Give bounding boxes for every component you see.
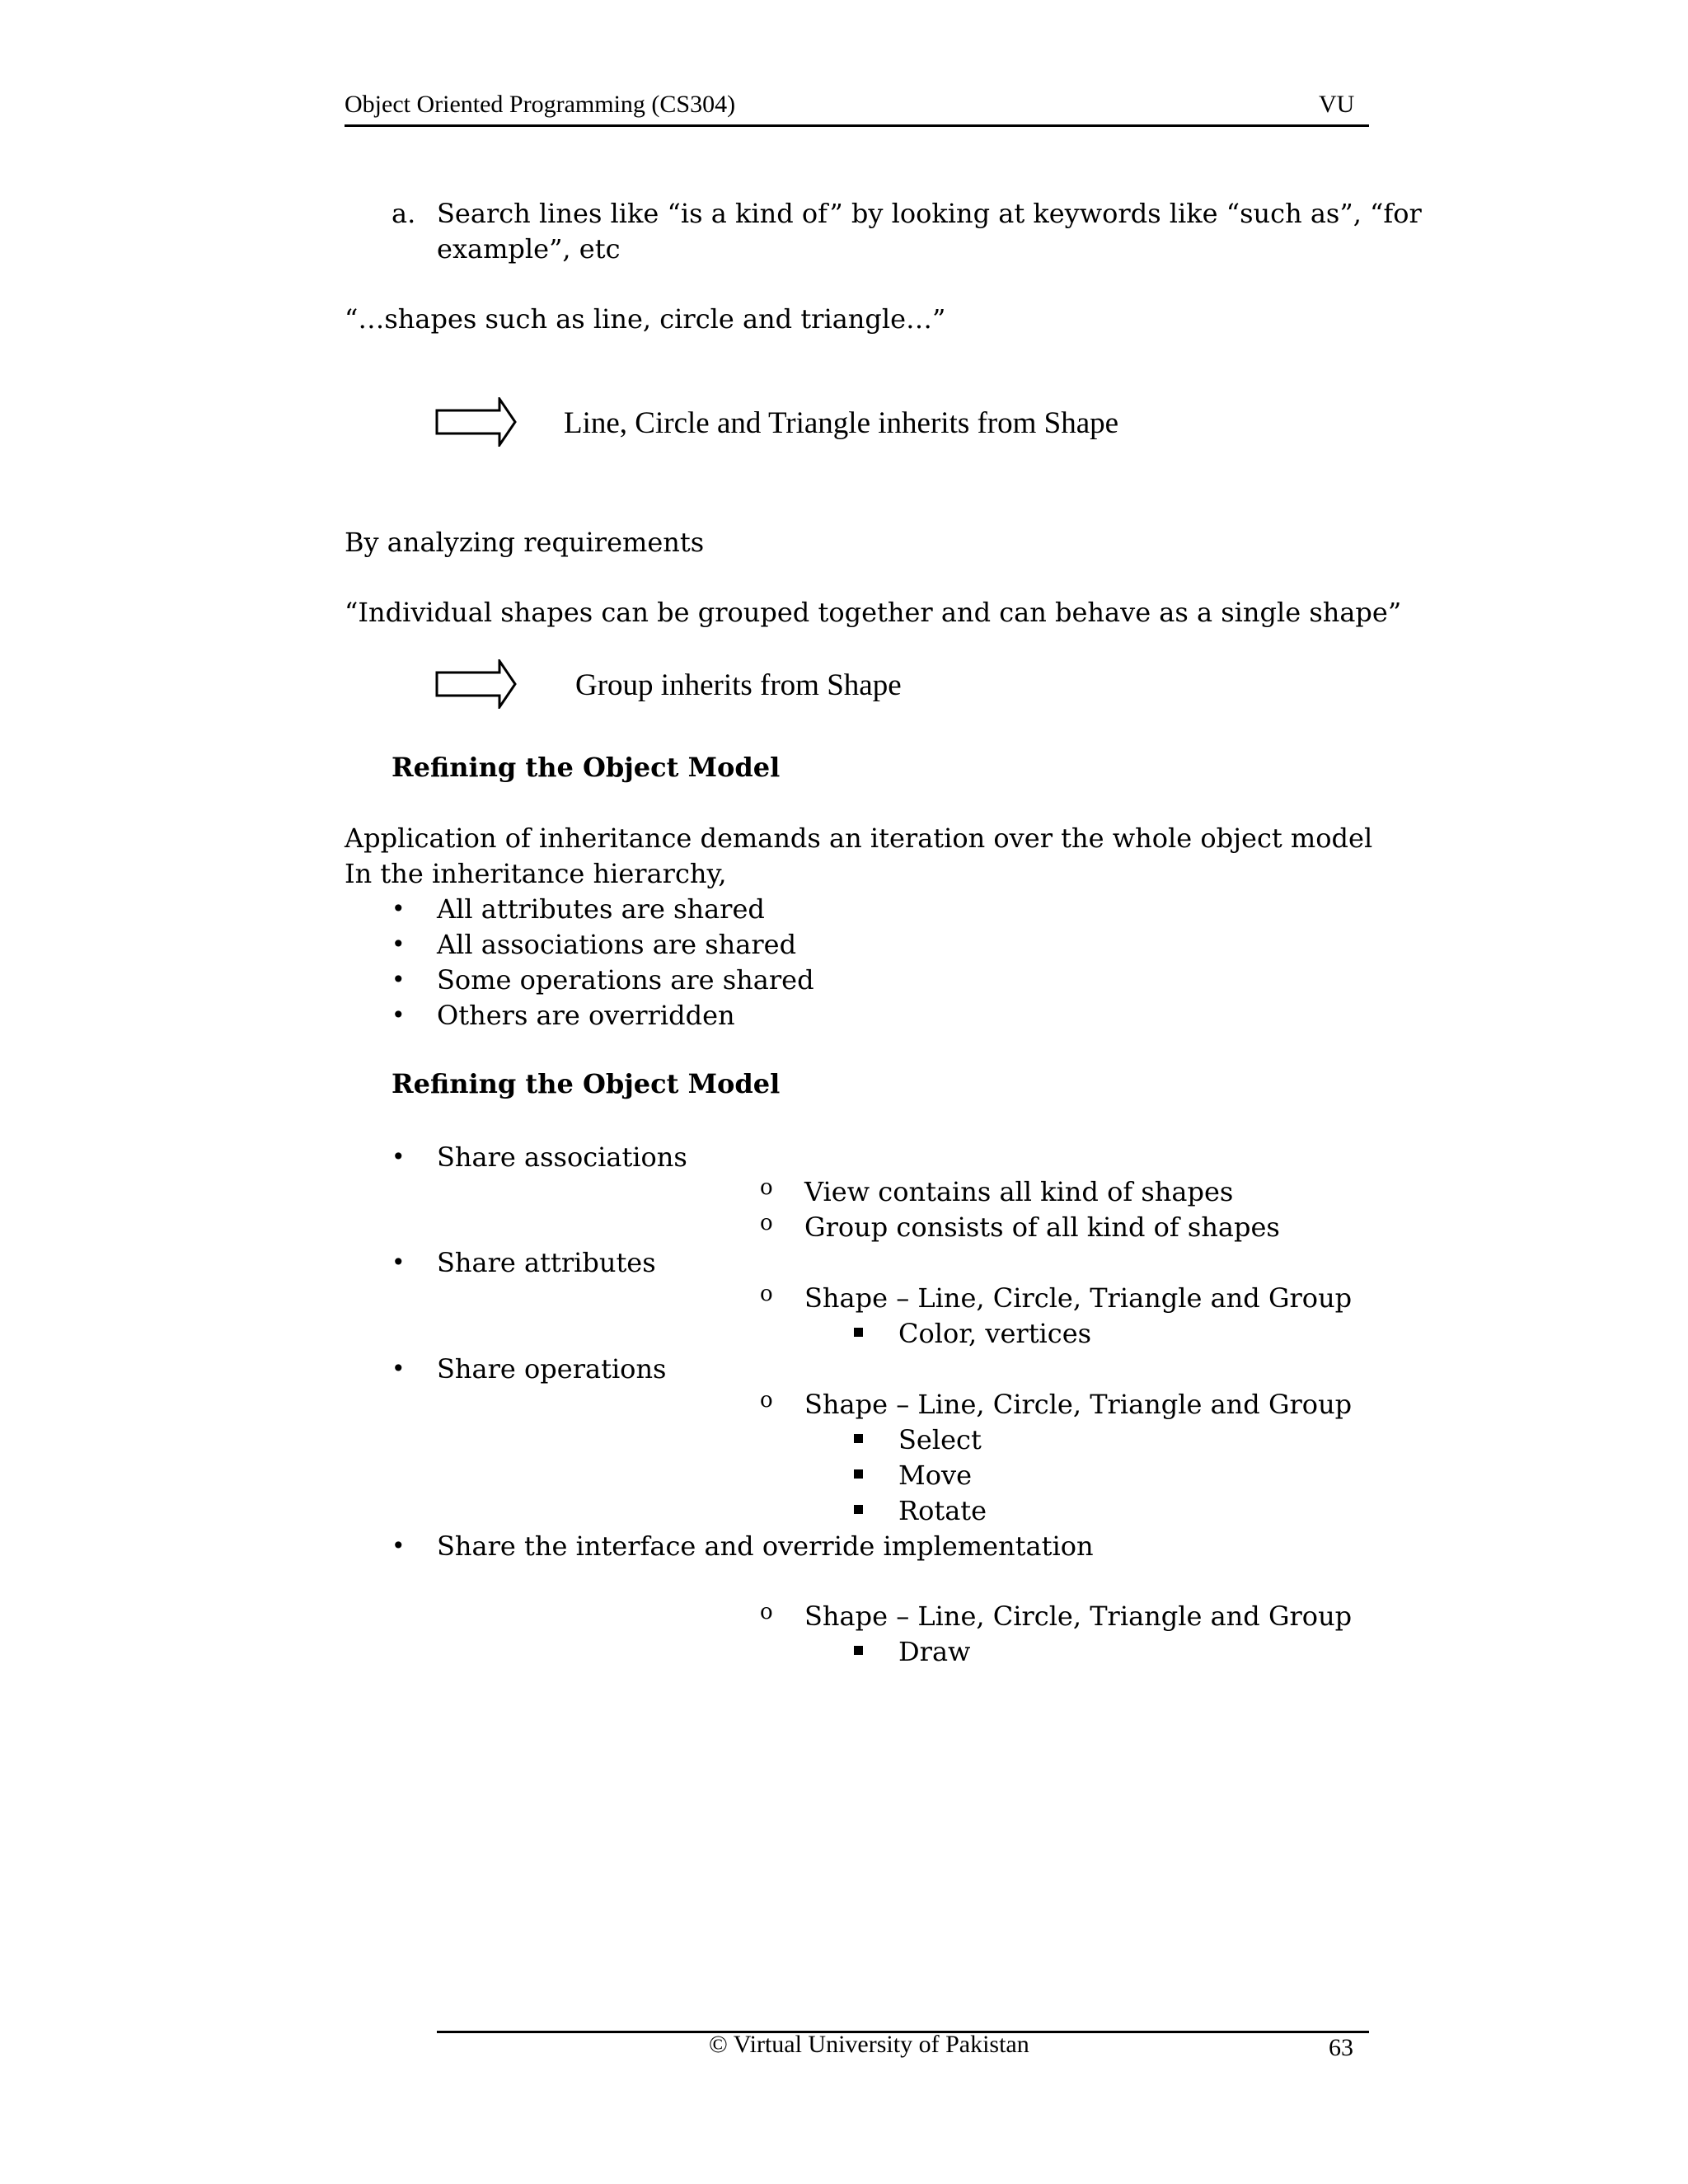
section-heading: Refining the Object Model (392, 752, 781, 783)
bullet-icon: • (392, 1143, 406, 1170)
bullet-icon: • (392, 895, 406, 922)
square-bullet-icon (854, 1434, 863, 1443)
bullet-icon: • (392, 1355, 406, 1382)
paragraph-line: Application of inheritance demands an iteration over the whole object model (345, 823, 1373, 854)
list-item: Share the interface and override implementation (437, 1530, 1094, 1562)
step-marker: a. (392, 198, 416, 229)
list-item: Others are overridden (437, 1000, 735, 1031)
bullet-icon: • (392, 1001, 406, 1029)
sub-list-item: Shape – Line, Circle, Triangle and Group (804, 1389, 1353, 1420)
sub-sub-list-item: Rotate (898, 1495, 987, 1526)
square-bullet-icon (854, 1646, 863, 1655)
list-item: Share associations (437, 1141, 687, 1173)
step-a-line2: example”, etc (437, 233, 621, 265)
institution-abbr: VU (1319, 91, 1355, 118)
copyright-notice: © Virtual University of Pakistan (709, 2031, 1029, 2058)
group-quote: “Individual shapes can be grouped together and can behave as a single shape” (345, 597, 1402, 628)
paragraph-line: In the inheritance hierarchy, (345, 858, 727, 889)
inheritance-statement-2: Group inherits from Shape (575, 668, 902, 702)
sub-sub-list-item: Color, vertices (898, 1318, 1092, 1349)
list-item: Share operations (437, 1353, 667, 1385)
square-bullet-icon (854, 1469, 863, 1479)
circle-bullet-icon: o (760, 1388, 773, 1413)
bullet-icon: • (392, 1249, 406, 1276)
bullet-icon: • (392, 1532, 406, 1559)
sub-list-item: Shape – Line, Circle, Triangle and Group (804, 1282, 1353, 1314)
page-number: 63 (1329, 2034, 1353, 2061)
sub-sub-list-item: Move (898, 1460, 973, 1491)
square-bullet-icon (854, 1505, 863, 1514)
circle-bullet-icon: o (760, 1600, 773, 1624)
inheritance-statement-1: Line, Circle and Triangle inherits from Shape (564, 406, 1119, 440)
sub-list-item: Group consists of all kind of shapes (804, 1212, 1280, 1243)
list-item: Some operations are shared (437, 964, 814, 996)
sub-list-item: Shape – Line, Circle, Triangle and Group (804, 1601, 1353, 1632)
list-item: All attributes are shared (437, 893, 765, 925)
course-title: Object Oriented Programming (CS304) (345, 91, 736, 118)
list-item: Share attributes (437, 1247, 656, 1278)
step-a-line1: Search lines like “is a kind of” by looking at keywords like “such as”, “for (437, 198, 1422, 229)
circle-bullet-icon: o (760, 1211, 773, 1235)
sub-sub-list-item: Draw (898, 1636, 971, 1667)
circle-bullet-icon: o (760, 1175, 773, 1200)
sub-sub-list-item: Select (898, 1424, 982, 1455)
square-bullet-icon (854, 1328, 863, 1337)
bullet-icon: • (392, 966, 406, 993)
analyze-label: By analyzing requirements (345, 527, 705, 558)
header-rule (345, 124, 1369, 127)
circle-bullet-icon: o (760, 1282, 773, 1306)
right-arrow-icon (435, 659, 518, 709)
list-item: All associations are shared (437, 929, 797, 960)
section-heading: Refining the Object Model (392, 1068, 781, 1099)
sub-list-item: View contains all kind of shapes (804, 1176, 1234, 1207)
shapes-quote: “…shapes such as line, circle and triangle…” (345, 303, 946, 335)
bullet-icon: • (392, 930, 406, 958)
right-arrow-icon (435, 397, 518, 447)
